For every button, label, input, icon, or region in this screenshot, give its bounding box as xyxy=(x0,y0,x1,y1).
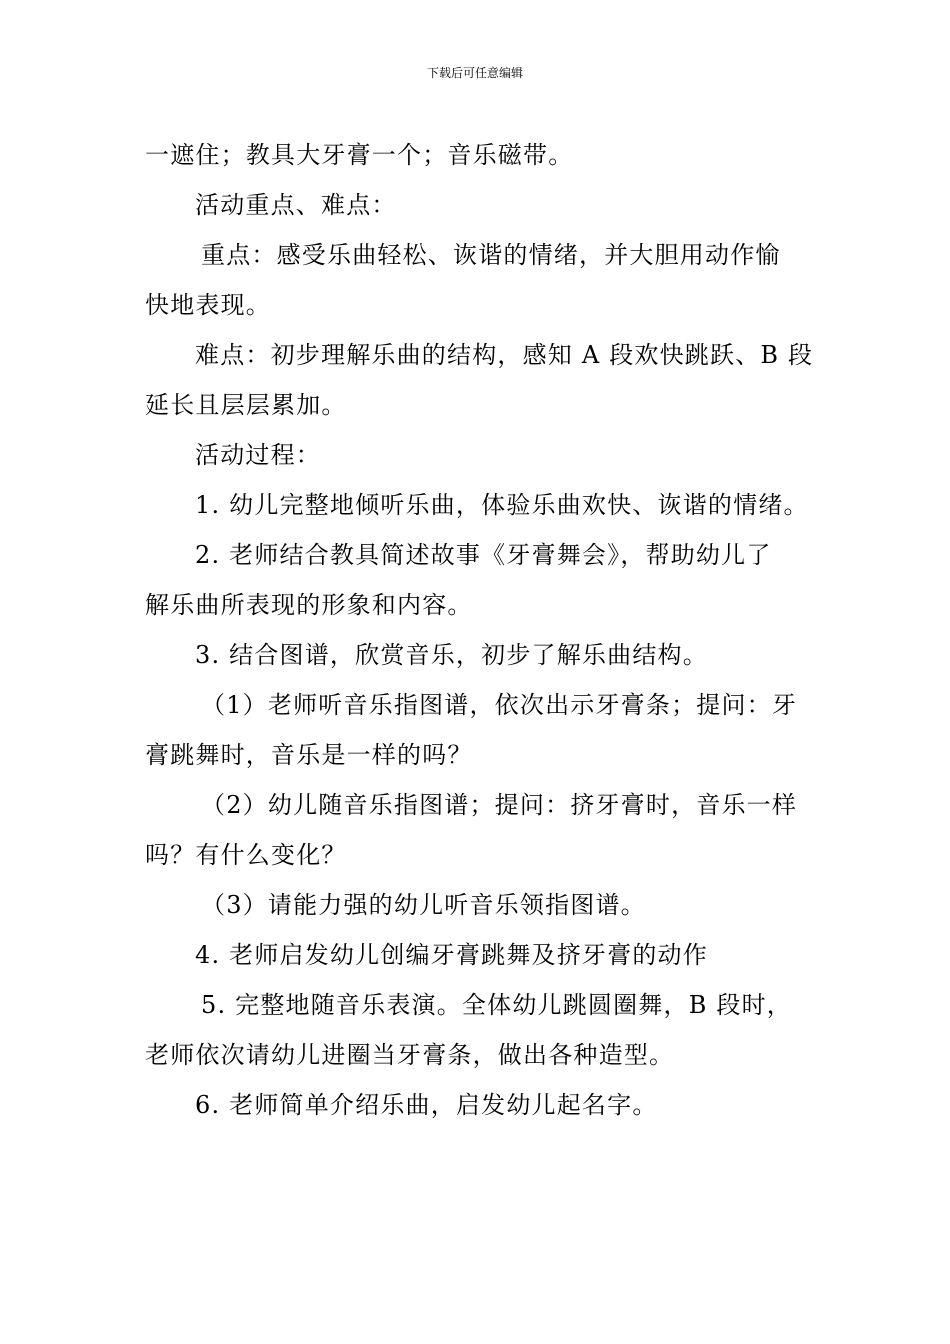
text-line: 老师依次请幼儿进圈当牙膏条，做出各种造型。 xyxy=(145,1041,675,1069)
text-line: （1）老师听音乐指图谱，依次出示牙膏条；提问：牙 xyxy=(201,691,798,719)
text-line: 解乐曲所表现的形象和内容。 xyxy=(145,591,473,619)
text-line: 难点：初步理解乐曲的结构，感知 A 段欢快跳跃、B 段 xyxy=(195,341,814,369)
text-line: 5. 完整地随音乐表演。全体幼儿跳圆圈舞，B 段时， xyxy=(201,991,792,1019)
text-line: 活动重点、难点： xyxy=(195,191,397,219)
text-line: 延长且层层累加。 xyxy=(145,391,347,419)
text-line: 膏跳舞时，音乐是一样的吗？ xyxy=(145,741,473,769)
text-line: 1. 幼儿完整地倾听乐曲，体验乐曲欢快、诙谐的情绪。 xyxy=(195,491,809,519)
document-body xyxy=(145,130,815,1130)
text-line: 一遮住；教具大牙膏一个；音乐磁带。 xyxy=(145,141,574,169)
text-line: 吗？有什么变化？ xyxy=(145,841,347,869)
text-line: 活动过程： xyxy=(195,441,321,469)
text-line: 3. 结合图谱，欣赏音乐，初步了解乐曲结构。 xyxy=(195,641,708,669)
text-line: （2）幼儿随音乐指图谱；提问：挤牙膏时，音乐一样 xyxy=(201,791,798,819)
text-line: 4. 老师启发幼儿创编牙膏跳舞及挤牙膏的动作 xyxy=(195,941,708,969)
text-line: 重点：感受乐曲轻松、诙谐的情绪，并大胆用动作愉 xyxy=(201,241,781,269)
text-line: 快地表现。 xyxy=(145,291,271,319)
page-header: 下载后可任意编辑 xyxy=(426,66,523,80)
text-line: 2. 老师结合教具简述故事《牙膏舞会》，帮助幼儿了 xyxy=(195,541,772,569)
text-line: （3）请能力强的幼儿听音乐领指图谱。 xyxy=(201,891,646,919)
text-line: 6. 老师简单介绍乐曲，启发幼儿起名字。 xyxy=(195,1091,658,1119)
